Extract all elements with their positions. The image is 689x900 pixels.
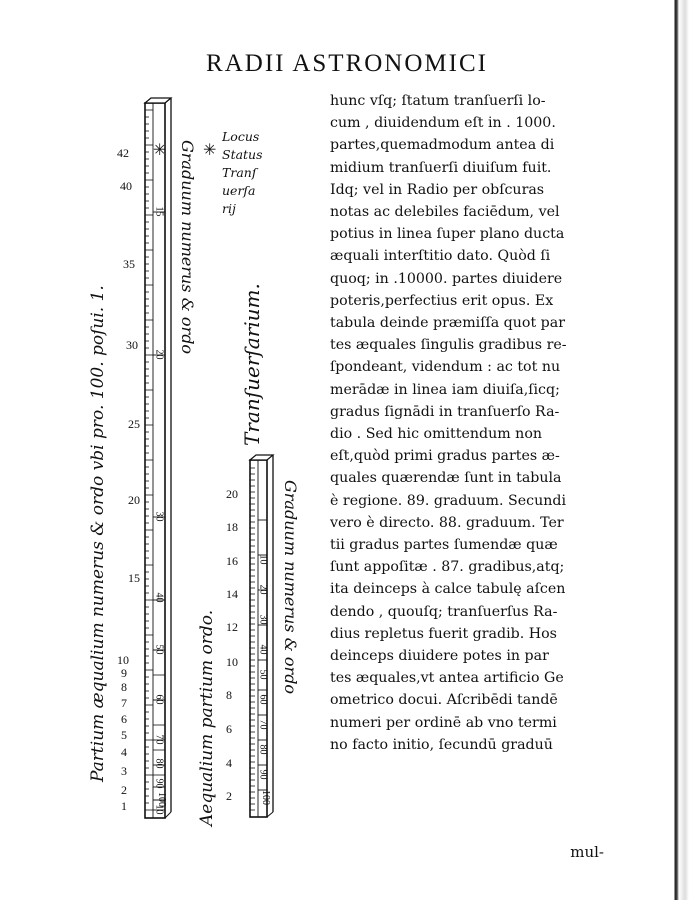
text-line: vero è directo. 88. graduum. Ter: [330, 514, 564, 531]
left-caption: Partium æqualium numerus & ordo vbi pro. 100. poſui. 1.: [88, 285, 108, 782]
text-line: quales quærendæ ſunt in tabula: [330, 470, 562, 487]
left-inner-label: 100: [156, 792, 167, 807]
left-tick-label: 30: [126, 338, 138, 352]
right-inner-label: 100: [260, 790, 271, 805]
aequalium-caption: Aequalium partium ordo.: [197, 609, 217, 826]
right-rule: [250, 455, 273, 817]
text-line: cum , diuidendum eſt in . 1000.: [330, 115, 556, 132]
left-tick-label: 6: [121, 712, 127, 726]
locus-note: [222, 128, 263, 218]
right-tick-label: 2: [226, 789, 232, 803]
text-line: partes,quemadmodum antea di: [330, 137, 555, 154]
text-line: tii gradus partes ſumendæ quæ: [330, 537, 558, 554]
left-tick-label: 42: [117, 146, 129, 160]
body-text: [330, 90, 610, 756]
right-tick-label: 6: [226, 722, 232, 736]
star-marker-left: ✳: [153, 140, 167, 159]
text-line: æquali interſtitio dato. Quòd ſi: [330, 248, 551, 265]
right-tick-label: 10: [226, 655, 238, 669]
right-tick-label: 8: [226, 688, 232, 702]
left-inner-label: 90: [153, 778, 165, 789]
right-tick-label: 4: [226, 756, 232, 770]
left-tick-label: 2: [121, 783, 127, 797]
text-line: notas ac delebiles faciēdum, vel: [330, 204, 560, 221]
left-tick-label: 5: [121, 728, 127, 742]
right-tick-label: 12: [226, 620, 238, 634]
right-inner-label: 40: [257, 644, 269, 655]
right-inner-label: 80: [257, 744, 269, 755]
left-tick-label: 4: [121, 745, 127, 759]
text-line: hunc vſq; ſtatum tranſuerſi lo-: [330, 93, 546, 109]
locus-line: Locus: [222, 129, 260, 144]
catchword: mul-: [570, 843, 604, 861]
right-inner-label: 30: [257, 614, 269, 625]
text-line: dio . Sed hic omittendum non: [330, 426, 542, 443]
right-tick-label: 20: [226, 487, 238, 501]
left-inner-label: 20: [153, 349, 165, 360]
right-tick-label: 18: [226, 520, 238, 534]
right-tick-label: 16: [226, 554, 238, 568]
right-inner-label: 10: [257, 554, 269, 565]
text-line: deinceps diuidere potes in par: [330, 648, 549, 665]
left-inner-label: 30: [153, 511, 165, 522]
right-tick-label: 14: [226, 587, 238, 601]
left-inner-label: 40: [153, 592, 165, 603]
left-tick-label: 20: [128, 493, 140, 507]
text-line: gradus ſignādi in tranſuerſo Ra-: [330, 403, 560, 420]
left-inner-label: 80: [153, 758, 165, 769]
right-inner-label: 60: [257, 694, 269, 705]
text-line: ſunt appoſitæ . 87. gradibus,atq;: [330, 559, 565, 576]
right-inner-label: 90: [257, 769, 269, 780]
text-line: dius repletus fuerit gradib. Hos: [330, 625, 557, 642]
text-line: ſpondeant, videndum : ac tot nu: [330, 359, 561, 376]
page-header: RADII ASTRONOMICI: [206, 50, 488, 77]
left-inner-label: 60: [153, 694, 165, 705]
text-line: tes æquales ſingulis gradibus re-: [330, 337, 567, 354]
left-inner-label: 15: [153, 206, 165, 217]
text-line: numeri per ordinē ab vno termi: [330, 714, 557, 731]
text-line: ita deinceps à calce tabulę aſcen: [330, 581, 566, 598]
left-tick-label: 7: [121, 696, 127, 710]
star-marker-right: ✳: [203, 140, 217, 159]
text-line: potius in linea ſuper plano ducta: [330, 226, 565, 243]
left-tick-label: 40: [120, 179, 132, 193]
left-tick-label: 15: [128, 571, 140, 585]
left-inner-label: 70: [153, 734, 165, 745]
text-line: eſt,quòd primi gradus partes æ-: [330, 448, 560, 465]
left-tick-label: 9: [121, 666, 127, 680]
text-line: quoq; in .10000. partes diuidere: [330, 270, 563, 287]
text-line: poteris,perfectius erit opus. Ex: [330, 292, 554, 309]
text-line: è regione. 89. graduum. Secundi: [330, 492, 566, 509]
left-inner-label: 10: [153, 804, 165, 815]
text-line: no facto initio, ſecundū graduū: [330, 736, 553, 753]
locus-line: uerſa: [222, 183, 256, 198]
transuersarium-label: Tranſuerſarium.: [240, 283, 264, 446]
text-line: midium tranſuerſi diuiſum fuit.: [330, 159, 552, 176]
left-tick-label: 35: [123, 257, 135, 271]
text-line: tes æquales,vt antea artificio Ge: [330, 670, 564, 687]
right-inner-label: 50: [257, 669, 269, 680]
left-tick-label: 8: [121, 680, 127, 694]
graduum-caption-left: Graduum numerus & ordo: [178, 140, 197, 355]
left-tick-label: 1: [121, 799, 127, 813]
left-inner-label: 50: [153, 644, 165, 655]
text-line: ometrico docui. Aſcribēdi tandē: [330, 692, 558, 709]
text-line: Idq; vel in Radio per obſcuras: [330, 181, 545, 198]
text-line: tabula deinde præmiſſa quot par: [330, 315, 565, 332]
locus-line: Tranſ: [222, 165, 257, 180]
text-line: dendo , quouſq; tranſuerſus Ra-: [330, 603, 558, 620]
left-tick-label: 10: [117, 653, 129, 667]
left-tick-label: 3: [121, 764, 127, 778]
left-tick-label: 25: [128, 417, 140, 431]
locus-line: Status: [222, 147, 263, 162]
right-inner-label: 70: [257, 719, 269, 730]
right-inner-label: 20: [257, 584, 269, 595]
graduum-caption-right: Graduum numerus & ordo: [281, 480, 300, 695]
locus-line: rij: [222, 201, 236, 216]
text-line: merādæ in linea iam diuiſa,ſicq;: [330, 381, 560, 398]
